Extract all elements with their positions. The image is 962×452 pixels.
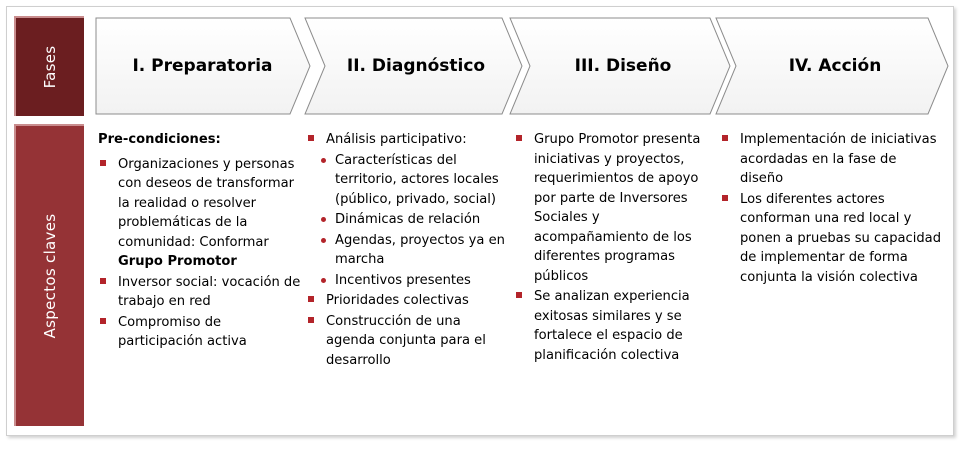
list-item: Análisis participativo: [306,130,508,150]
list-item: Inversor social: vocación de trabajo en red [98,273,304,312]
list-subitem: Incentivos presentes [306,271,508,291]
list-item: Construcción de una agenda conjunta para el desarrollo [306,312,508,371]
list-item: Prioridades colectivas [306,291,508,311]
list-item: Grupo Promotor presenta iniciativas y proyectos, requerimientos de apoyo por parte de Inversores Sociales y acompañamiento de los diferentes programas públicos [514,130,718,286]
phase-label-4: IV. Acción [788,56,882,76]
list-item: Los diferentes actores conforman una red local y ponen a pruebas su capacidad de implementar de forma conjunta la visión colectiva [720,190,942,288]
phase-label-1: I. Preparatoria [132,56,273,76]
column-diagnostico [306,130,508,371]
column-diseno [514,130,718,366]
list-subitem: Agendas, proyectos ya en marcha [306,231,508,270]
aspectos-label: Aspectos claves [41,213,59,339]
grupo-promotor-bold: Grupo Promotor [118,254,237,269]
list-item: Implementación de iniciativas acordadas en la fase de diseño [720,130,942,189]
list-item: Organizaciones y personas con deseos de transformar la realidad o resolver problemáticas de la comunidad: Conformar Grupo Promotor [98,155,304,272]
list-subitem: Dinámicas de relación [306,210,508,230]
fases-label: Fases [41,45,59,89]
list-subitem: Características del territorio, actores locales (público, privado, social) [306,151,508,210]
list-item: Se analizan experiencia exitosas similares y se fortalece el espacio de planificación colectiva [514,287,718,365]
column-preparatoria [98,130,304,353]
list-item: Compromiso de participación activa [98,313,304,352]
phase-label-2: II. Diagnóstico [346,56,486,76]
preconditions-heading: Pre-condiciones: [98,132,221,147]
column-accion [720,130,942,288]
phase-label-3: III. Diseño [574,56,672,76]
